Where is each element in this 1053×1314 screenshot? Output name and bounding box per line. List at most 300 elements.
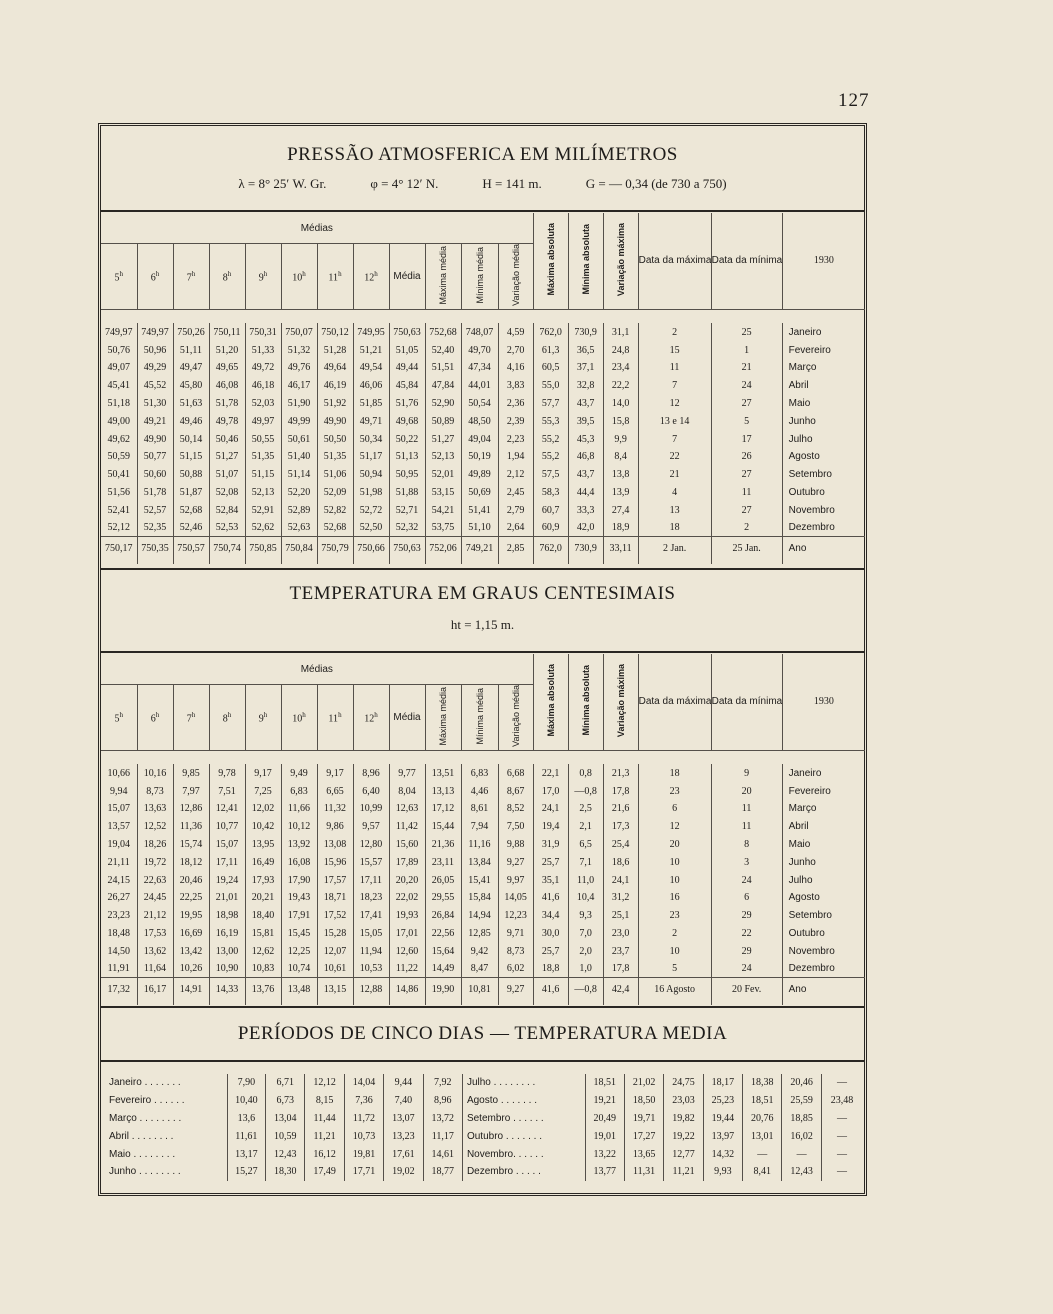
table-cell: 23 [638, 782, 711, 800]
table-cell: 10,61 [317, 960, 353, 978]
table-cell: 47,84 [425, 377, 461, 395]
table-cell: 46,06 [353, 377, 389, 395]
period-cell: 7,92 [423, 1074, 462, 1092]
table-cell: 51,33 [245, 341, 281, 359]
table-cell: 46,19 [317, 377, 353, 395]
table-cell: 51,27 [209, 448, 245, 466]
tables-frame [98, 123, 867, 1196]
table-cell: 749,97 [105, 326, 133, 338]
hour-header: 12$^h$ [353, 685, 389, 751]
period-cell: 18,38 [743, 1074, 782, 1092]
period-cell: 13,72 [423, 1110, 462, 1128]
table-cell: 55,2 [533, 430, 568, 448]
table-cell: 5 [711, 412, 782, 430]
pressure-table [101, 213, 865, 564]
period-cell: 10,59 [266, 1127, 305, 1145]
table-cell: 6,83 [281, 782, 317, 800]
table-cell: 49,72 [245, 359, 281, 377]
table-cell: 51,14 [281, 466, 317, 484]
table-cell: 12,86 [173, 800, 209, 818]
table-cell: 51,10 [461, 519, 498, 537]
annual-cell: 20 Fev. [711, 978, 782, 1002]
period-cell: 18,17 [703, 1074, 742, 1092]
month-label: Março [782, 800, 865, 818]
table-cell: 50,34 [353, 430, 389, 448]
table-cell: 24,8 [603, 341, 638, 359]
table-cell: 11 [711, 484, 782, 502]
table-cell: 750,11 [209, 323, 245, 341]
table-cell: 22,56 [425, 925, 461, 943]
table-row [101, 466, 865, 484]
pressure-params [101, 176, 864, 192]
table-cell: 17,8 [603, 960, 638, 978]
table-cell: 8 [711, 836, 782, 854]
table-cell: 22,02 [389, 889, 425, 907]
period-cell: 13,6 [227, 1110, 265, 1128]
table-cell: 37,1 [568, 359, 603, 377]
month-label: Dezembro [782, 519, 865, 537]
table-cell: 49,46 [173, 412, 209, 430]
table-cell: 8,61 [461, 800, 498, 818]
period-cell: 13,65 [624, 1145, 663, 1163]
table-row [101, 764, 865, 782]
table-cell: 26,05 [425, 871, 461, 889]
period-month-label: Janeiro . . . . . . . [109, 1077, 181, 1089]
table-cell: 21,01 [209, 889, 245, 907]
medias-header: Médias [101, 213, 533, 244]
table-cell: 60,7 [533, 501, 568, 519]
table-cell: 50,69 [461, 484, 498, 502]
table-cell: 20,20 [389, 871, 425, 889]
month-label: Junho [782, 412, 865, 430]
minima-media-header: Mínima média [461, 685, 498, 751]
table-cell: 13,13 [425, 782, 461, 800]
table-cell: 45,3 [568, 430, 603, 448]
table-cell: 7 [638, 377, 711, 395]
table-row [101, 871, 865, 889]
table-row [101, 430, 865, 448]
table-cell: 49,70 [461, 341, 498, 359]
table-cell: 11,16 [461, 836, 498, 854]
table-row [101, 853, 865, 871]
month-label: Fevereiro [782, 782, 865, 800]
table-cell: 12 [638, 818, 711, 836]
table-row [101, 341, 865, 359]
hour-header: 11$^h$ [317, 244, 353, 310]
minima-media-header: Mínima média [461, 244, 498, 310]
table-cell: 6,40 [353, 782, 389, 800]
table-cell: 15 [638, 341, 711, 359]
table-cell: 23,11 [425, 853, 461, 871]
period-cell: 7,40 [384, 1092, 423, 1110]
annual-cell: 13,15 [317, 978, 353, 1002]
table-cell: 49,62 [107, 433, 130, 445]
table-cell: 12,85 [461, 925, 498, 943]
period-month-label: Junho . . . . . . . . [109, 1166, 181, 1178]
table-cell: 18,26 [137, 836, 173, 854]
table-cell: 24,15 [107, 874, 130, 886]
table-cell: 2 [638, 925, 711, 943]
period-cell: — [743, 1145, 782, 1163]
period-cell: 17,27 [624, 1127, 663, 1145]
period-cell: — [821, 1163, 862, 1181]
table-cell: 9,49 [281, 764, 317, 782]
table-cell: 9 [711, 764, 782, 782]
table-cell: 12,25 [281, 942, 317, 960]
table-cell: 11,91 [107, 963, 130, 975]
period-row [109, 1127, 862, 1145]
table-cell: 10,66 [107, 767, 130, 779]
table-cell: 10,4 [568, 889, 603, 907]
table-cell: 52,13 [425, 448, 461, 466]
table-cell: 29 [711, 907, 782, 925]
table-cell: 52,46 [173, 519, 209, 537]
table-cell: 51,41 [461, 501, 498, 519]
period-cell: 23,48 [821, 1092, 862, 1110]
table-cell: 46,08 [209, 377, 245, 395]
table-cell: 15,41 [461, 871, 498, 889]
table-cell: 49,07 [107, 362, 130, 374]
table-cell: 30,0 [533, 925, 568, 943]
annual-cell: 16 Agosto [638, 978, 711, 1002]
period-cell: 6,71 [266, 1074, 305, 1092]
table-cell: 9,77 [389, 764, 425, 782]
table-cell: 39,5 [568, 412, 603, 430]
table-cell: 25,7 [533, 942, 568, 960]
table-cell: 49,99 [281, 412, 317, 430]
table-cell: 33,3 [568, 501, 603, 519]
table-cell: 748,07 [461, 323, 498, 341]
table-cell: 14,0 [603, 395, 638, 413]
table-cell: 15,8 [603, 412, 638, 430]
table-cell: 16,19 [209, 925, 245, 943]
table-cell: 17,8 [603, 782, 638, 800]
table-cell: 17,89 [389, 853, 425, 871]
table-cell: 23,4 [603, 359, 638, 377]
table-cell: 50,22 [389, 430, 425, 448]
period-cell: 18,51 [743, 1092, 782, 1110]
table-cell: 51,35 [317, 448, 353, 466]
table-cell: 60,5 [533, 359, 568, 377]
variacao-maxima-header: Variação máxima [603, 213, 638, 309]
table-cell: 52,89 [281, 501, 317, 519]
period-cell: 10,40 [227, 1092, 265, 1110]
table-cell: 49,78 [209, 412, 245, 430]
table-cell: 23,0 [603, 925, 638, 943]
table-cell: 45,84 [389, 377, 425, 395]
month-label: Maio [782, 836, 865, 854]
temperature-subtitle: ht = 1,15 m. [450, 617, 515, 632]
variacao-media-header: Variação média [498, 685, 533, 751]
table-cell: 7,50 [498, 818, 533, 836]
annual-cell: 752,06 [425, 537, 461, 561]
table-cell: 17,11 [353, 871, 389, 889]
table-cell: 51,78 [209, 395, 245, 413]
period-cell: 19,81 [344, 1145, 383, 1163]
hour-header: 8$^h$ [209, 685, 245, 751]
table-cell: 35,1 [533, 871, 568, 889]
table-cell: 3 [711, 853, 782, 871]
table-cell: 51,63 [173, 395, 209, 413]
table-cell: 50,14 [173, 430, 209, 448]
table-cell: 750,31 [245, 323, 281, 341]
data-minima-header: Data da mínima [711, 213, 782, 309]
month-label: Janeiro [782, 764, 865, 782]
period-cell: 8,96 [423, 1092, 462, 1110]
param-longitude: λ = 8° 25′ W. Gr. [238, 176, 327, 191]
month-label: Novembro [782, 501, 865, 519]
month-label: Agosto [782, 889, 865, 907]
period-cell: 11,21 [664, 1163, 703, 1181]
table-row [101, 448, 865, 466]
table-cell: 11,36 [173, 818, 209, 836]
periods-table [109, 1074, 862, 1181]
period-cell: 14,32 [703, 1145, 742, 1163]
period-cell: 19,02 [384, 1163, 423, 1181]
annual-cell: 2,85 [498, 537, 533, 561]
hour-header: 10$^h$ [281, 685, 317, 751]
table-cell: 2,1 [568, 818, 603, 836]
table-cell: 21,11 [107, 856, 130, 868]
table-cell: 10,12 [281, 818, 317, 836]
table-cell: 51,78 [137, 484, 173, 502]
table-cell: 18,6 [603, 853, 638, 871]
annual-cell: 750,85 [245, 537, 281, 561]
table-cell: 52,09 [317, 484, 353, 502]
table-cell: 50,54 [461, 395, 498, 413]
period-month-label: Agosto . . . . . . . [462, 1092, 585, 1110]
table-cell: 21,12 [137, 907, 173, 925]
table-cell: 9,94 [110, 785, 128, 797]
media-header: Média [389, 244, 425, 310]
period-cell: 18,50 [624, 1092, 663, 1110]
table-cell: 11,66 [281, 800, 317, 818]
table-cell: 49,00 [107, 415, 130, 427]
period-cell: 11,72 [344, 1110, 383, 1128]
table-cell: 17,12 [425, 800, 461, 818]
table-cell: 7,0 [568, 925, 603, 943]
table-cell: 60,9 [533, 519, 568, 537]
table-cell: 45,52 [137, 377, 173, 395]
table-cell: 11,32 [317, 800, 353, 818]
table-cell: 27 [711, 501, 782, 519]
period-cell: 9,44 [384, 1074, 423, 1092]
period-cell: — [821, 1127, 862, 1145]
annual-cell: 730,9 [568, 537, 603, 561]
table-cell: 49,89 [461, 466, 498, 484]
table-cell: 13,84 [461, 853, 498, 871]
period-cell: 17,61 [384, 1145, 423, 1163]
page-number: 127 [838, 90, 870, 111]
table-cell: 52,68 [317, 519, 353, 537]
maxima-absoluta-header: Máxima absoluta [533, 654, 568, 750]
table-cell: 50,88 [173, 466, 209, 484]
table-row [101, 800, 865, 818]
table-cell: 16 [638, 889, 711, 907]
table-cell: 46,8 [568, 448, 603, 466]
table-cell: 51,15 [245, 466, 281, 484]
month-label: Março [782, 359, 865, 377]
table-cell: 51,05 [389, 341, 425, 359]
variacao-media-header: Variação média [498, 244, 533, 310]
month-label: Setembro [782, 466, 865, 484]
data-maxima-header: Data da máxima [638, 213, 711, 309]
table-cell: 12 [638, 395, 711, 413]
table-cell: 27 [711, 466, 782, 484]
table-cell: 1,94 [498, 448, 533, 466]
table-cell: 45,41 [107, 380, 130, 392]
table-cell: 8,4 [603, 448, 638, 466]
table-cell: 9,9 [603, 430, 638, 448]
table-cell: 18,48 [107, 927, 130, 939]
hour-header: 10$^h$ [281, 244, 317, 310]
table-cell: 57,5 [533, 466, 568, 484]
divider [101, 210, 864, 212]
table-cell: 44,01 [461, 377, 498, 395]
period-cell: 19,01 [585, 1127, 624, 1145]
table-cell: 23,7 [603, 942, 638, 960]
divider [101, 1006, 864, 1008]
period-cell: 6,73 [266, 1092, 305, 1110]
table-cell: 52,62 [245, 519, 281, 537]
table-cell: 50,76 [107, 344, 130, 356]
table-cell: 50,41 [107, 469, 130, 481]
table-cell: 50,46 [209, 430, 245, 448]
table-cell: 26 [711, 448, 782, 466]
table-cell: 49,21 [137, 412, 173, 430]
table-cell: 47,34 [461, 359, 498, 377]
table-cell: 20,21 [245, 889, 281, 907]
table-cell: 15,84 [461, 889, 498, 907]
period-cell: 13,04 [266, 1110, 305, 1128]
period-row [109, 1110, 862, 1128]
table-cell: 50,19 [461, 448, 498, 466]
annual-cell: 16,17 [137, 978, 173, 1002]
table-cell: 11,22 [389, 960, 425, 978]
table-cell: 12,80 [353, 836, 389, 854]
annual-cell: 750,79 [317, 537, 353, 561]
table-cell: 10 [638, 942, 711, 960]
annual-row [101, 537, 865, 561]
table-cell: 4,59 [498, 323, 533, 341]
table-cell: 10,42 [245, 818, 281, 836]
table-cell: 18,8 [533, 960, 568, 978]
table-cell: 6,68 [498, 764, 533, 782]
period-cell: 11,21 [305, 1127, 344, 1145]
table-cell: 12,41 [209, 800, 245, 818]
table-cell: 17,91 [281, 907, 317, 925]
table-cell: 9,57 [353, 818, 389, 836]
period-cell: 18,30 [266, 1163, 305, 1181]
table-cell: 750,26 [173, 323, 209, 341]
period-cell: 12,12 [305, 1074, 344, 1092]
table-cell: 4 [638, 484, 711, 502]
table-cell: 53,15 [425, 484, 461, 502]
table-cell: 15,60 [389, 836, 425, 854]
table-cell: 5 [638, 960, 711, 978]
period-cell: — [821, 1145, 862, 1163]
maxima-media-header: Máxima média [425, 244, 461, 310]
table-cell: 2,70 [498, 341, 533, 359]
table-row [101, 907, 865, 925]
period-cell: 10,73 [344, 1127, 383, 1145]
hour-header: 12$^h$ [353, 244, 389, 310]
table-row [101, 960, 865, 978]
table-cell: 51,27 [425, 430, 461, 448]
hour-header: 6$^h$ [137, 685, 173, 751]
table-cell: 10 [638, 853, 711, 871]
annual-cell: 750,35 [137, 537, 173, 561]
table-cell: 49,64 [317, 359, 353, 377]
table-row [101, 889, 865, 907]
table-cell: 22,1 [533, 764, 568, 782]
table-cell: 8,47 [461, 960, 498, 978]
table-cell: 10,26 [173, 960, 209, 978]
period-cell: 18,51 [585, 1074, 624, 1092]
period-cell: — [821, 1074, 862, 1092]
hour-header: 9$^h$ [245, 685, 281, 751]
table-cell: 2,12 [498, 466, 533, 484]
table-cell: 13,51 [425, 764, 461, 782]
table-cell: 7,25 [245, 782, 281, 800]
table-cell: 51,18 [107, 397, 130, 409]
table-cell: 19,72 [137, 853, 173, 871]
table-cell: 26,27 [107, 892, 130, 904]
month-label: Julho [782, 430, 865, 448]
table-cell: 13 e 14 [638, 412, 711, 430]
table-cell: 17,41 [353, 907, 389, 925]
table-cell: 50,55 [245, 430, 281, 448]
table-cell: 21,6 [603, 800, 638, 818]
media-header: Média [389, 685, 425, 751]
table-cell: 21 [711, 359, 782, 377]
table-cell: 16,08 [281, 853, 317, 871]
annual-cell: 42,4 [603, 978, 638, 1002]
period-cell: 19,22 [664, 1127, 703, 1145]
table-cell: 24,1 [533, 800, 568, 818]
table-cell: 17,90 [281, 871, 317, 889]
table-cell: 22,25 [173, 889, 209, 907]
table-cell: 49,76 [281, 359, 317, 377]
period-cell: 13,01 [743, 1127, 782, 1145]
month-label: Novembro [782, 942, 865, 960]
annual-cell: 19,90 [425, 978, 461, 1002]
period-cell: 13,17 [227, 1145, 265, 1163]
month-label: Outubro [782, 484, 865, 502]
period-cell: 15,27 [227, 1163, 265, 1181]
table-cell: 21,3 [603, 764, 638, 782]
table-row [101, 501, 865, 519]
table-cell: 13,63 [137, 800, 173, 818]
table-cell: 17,52 [317, 907, 353, 925]
table-cell: 15,81 [245, 925, 281, 943]
period-month-label: Dezembro . . . . . [462, 1163, 585, 1181]
table-cell: 2,0 [568, 942, 603, 960]
month-label: Maio [782, 395, 865, 413]
data-minima-header: Data da mínima [711, 654, 782, 750]
table-cell: 11,94 [353, 942, 389, 960]
annual-cell: 33,11 [603, 537, 638, 561]
table-cell: 49,90 [317, 412, 353, 430]
annual-cell: 14,91 [173, 978, 209, 1002]
period-cell: 20,46 [782, 1074, 821, 1092]
table-cell: 12,60 [389, 942, 425, 960]
annual-cell: 750,74 [209, 537, 245, 561]
annual-row [101, 978, 865, 1002]
table-cell: 8,73 [137, 782, 173, 800]
annual-cell: 749,21 [461, 537, 498, 561]
data-maxima-header: Data da máxima [638, 654, 711, 750]
